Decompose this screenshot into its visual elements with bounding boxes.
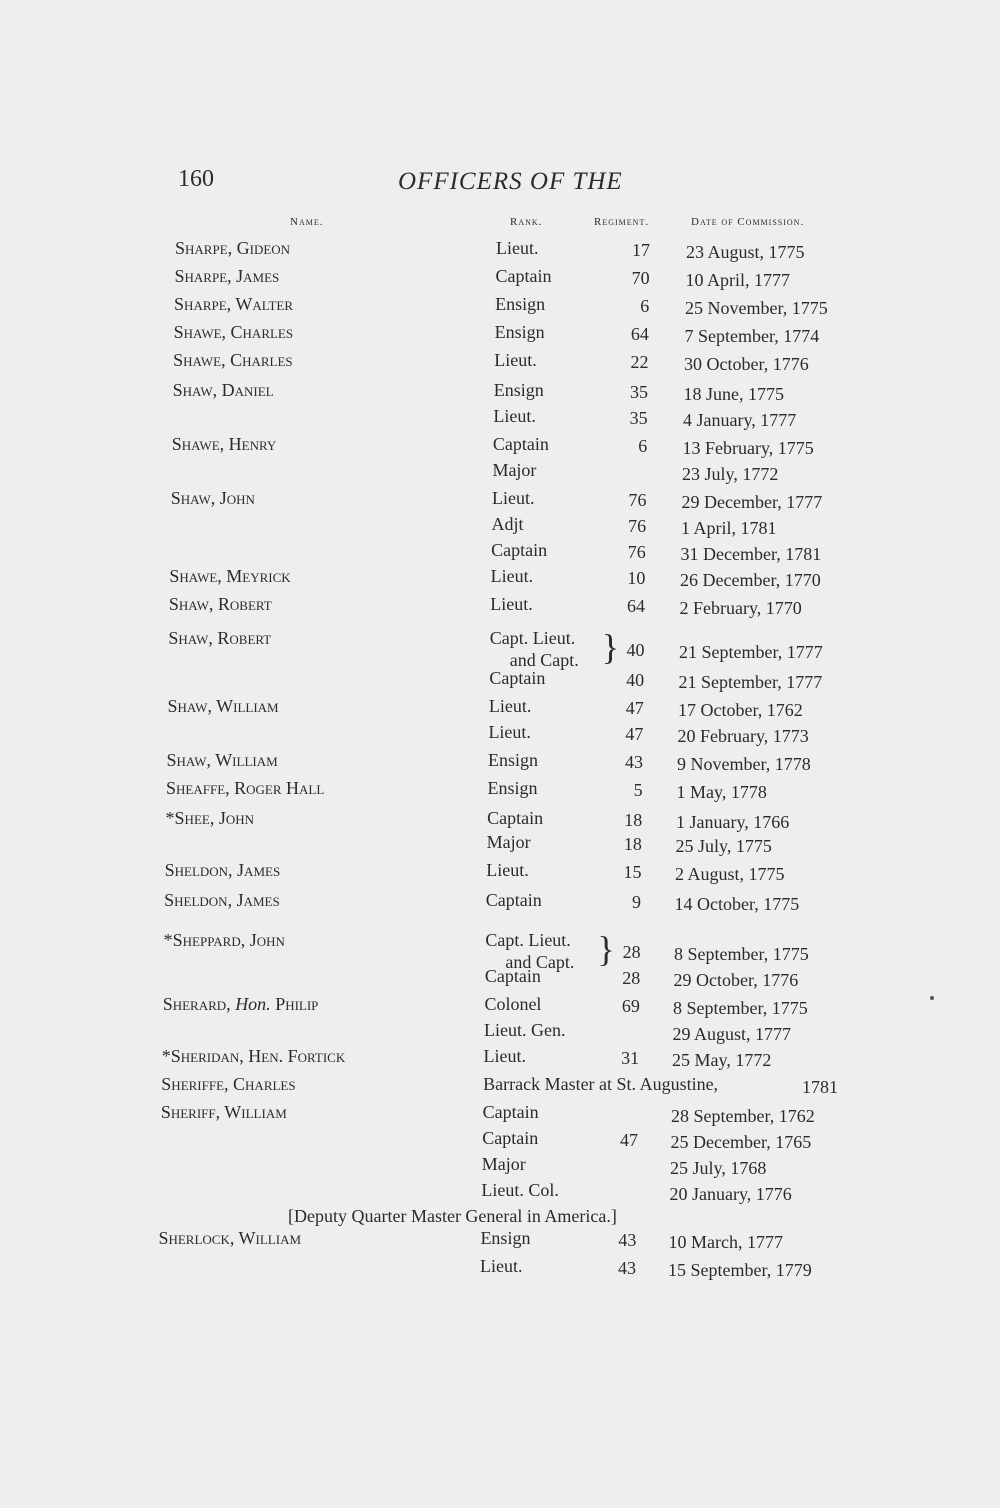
rank: Captain <box>484 966 541 986</box>
rank: Captain <box>491 540 548 560</box>
commission-date: 25 May, 1772 <box>672 1050 772 1070</box>
officer-name <box>158 1228 301 1249</box>
commission-date: 29 December, 1777 <box>681 492 823 512</box>
rank: Lieut. <box>493 406 536 426</box>
rank: Lieut. Gen. <box>484 1020 566 1040</box>
regiment: 40 <box>626 640 645 660</box>
officer-row <box>0 808 1000 834</box>
commission-date: 26 December, 1770 <box>680 570 821 590</box>
rank: Lieut. Col. <box>481 1180 559 1200</box>
rank: Ensign <box>480 1228 531 1248</box>
officer-name <box>161 1102 287 1123</box>
column-header-name: Name. <box>290 216 324 228</box>
officer-row <box>0 1256 1000 1282</box>
commission-date: 1 January, 1766 <box>676 812 790 832</box>
officer-row <box>0 1128 1000 1154</box>
officer-name-text: Shawe, Charles <box>173 350 293 370</box>
appointment-text: Barrack Master at St. Augustine, <box>483 1074 719 1094</box>
rank: Lieut. <box>483 1046 527 1066</box>
regiment: 76 <box>628 490 647 510</box>
regiment: 64 <box>630 324 649 344</box>
commission-date: 25 July, 1775 <box>675 836 772 856</box>
rank: Lieut. <box>494 350 537 370</box>
regiment: 6 <box>638 436 648 456</box>
regiment: 17 <box>632 240 650 260</box>
rank: Capt. Lieut. <box>485 930 571 950</box>
rank: Ensign <box>487 778 538 798</box>
officer-row <box>0 627 1000 670</box>
regiment: 9 <box>632 892 642 912</box>
officer-row <box>0 994 1000 1020</box>
commission-date: 23 July, 1772 <box>682 464 779 484</box>
officer-row <box>0 832 1000 858</box>
commission-date: 25 July, 1768 <box>670 1158 767 1178</box>
commission-date: 20 January, 1776 <box>669 1184 792 1204</box>
rank: Captain <box>492 434 549 454</box>
column-header-date: Date of Commission. <box>691 216 805 228</box>
brace-mark: } <box>601 627 620 667</box>
officer-name-text: Sharpe, Walter <box>174 294 294 314</box>
officer-name-text: Shawe, Meyrick <box>169 566 291 586</box>
officer-name-text: Sherlock, William <box>158 1228 302 1248</box>
officer-name-text: Sheldon, James <box>164 860 281 880</box>
officer-row <box>0 750 1000 776</box>
officer-name-text: Sheldon, James <box>164 890 280 910</box>
officer-name-text: Sharpe, James <box>174 266 280 286</box>
regiment: 40 <box>626 670 645 690</box>
regiment: 47 <box>625 724 644 744</box>
officer-name <box>161 1074 295 1095</box>
officer-row <box>0 929 1000 972</box>
commission-date: 18 June, 1775 <box>683 384 784 404</box>
note-row <box>0 1202 1000 1228</box>
officer-name-rest: Philip <box>270 994 319 1014</box>
commission-date: 2 August, 1775 <box>675 864 785 884</box>
officer-row <box>0 778 1000 804</box>
rank-continued: and Capt. <box>509 650 579 670</box>
rank: Captain <box>482 1128 539 1148</box>
commission-date: 8 September, 1775 <box>674 944 809 964</box>
rank: Lieut. <box>486 860 529 880</box>
regiment: 43 <box>618 1230 637 1250</box>
officer-name-text: Shaw, Daniel <box>172 380 274 400</box>
running-title: OFFICERS OF THE <box>398 168 623 195</box>
rank: Lieut. <box>492 488 535 508</box>
regiment: 43 <box>618 1258 636 1278</box>
commission-date: 29 August, 1777 <box>672 1024 792 1044</box>
rank: Major <box>481 1154 526 1174</box>
officer-name <box>172 434 277 455</box>
rank: Lieut. <box>488 722 531 742</box>
column-header-regiment: Regiment. <box>594 216 650 228</box>
officer-name-text: Shaw, William <box>166 750 278 770</box>
officer-row <box>0 434 1000 460</box>
officer-name <box>175 266 280 287</box>
officer-name-text: Sheriff, William <box>160 1102 287 1122</box>
officer-name-text: Sherard, <box>162 994 236 1014</box>
officer-name-text: *Shee, John <box>165 808 254 828</box>
commission-date: 23 August, 1775 <box>686 242 805 262</box>
commission-date: 9 November, 1778 <box>677 754 811 774</box>
officer-name-text: *Sheppard, John <box>163 930 285 950</box>
commission-date: 1781 <box>802 1077 838 1097</box>
brace-mark: } <box>597 929 615 969</box>
officer-name <box>164 890 280 911</box>
officer-row <box>0 238 1000 264</box>
commission-date: 4 January, 1777 <box>683 410 797 430</box>
note-text: [Deputy Quarter Master General in America.] <box>288 1206 617 1226</box>
officer-name-text: Shawe, Henry <box>171 434 277 454</box>
rank: Captain <box>485 890 542 910</box>
officer-row <box>0 294 1000 320</box>
commission-date: 17 October, 1762 <box>678 700 803 720</box>
officer-name-text: Sharpe, Gideon <box>175 238 291 258</box>
rank: Major <box>486 832 531 852</box>
rank: Lieut. <box>490 566 534 586</box>
officer-name-text: Sheaffe, Roger Hall <box>166 778 325 798</box>
regiment: 28 <box>622 942 641 962</box>
commission-date: 15 September, 1779 <box>668 1260 812 1280</box>
officer-row <box>0 668 1000 694</box>
regiment: 10 <box>627 568 646 588</box>
rank: Ensign <box>493 380 544 400</box>
officer-name-text: Shaw, John <box>170 488 255 508</box>
officer-row <box>0 966 1000 992</box>
commission-date: 25 November, 1775 <box>685 298 828 318</box>
rank: Major <box>492 460 537 480</box>
regiment: 28 <box>622 968 641 988</box>
commission-date: 10 March, 1777 <box>668 1232 783 1252</box>
rank: Lieut. <box>488 696 532 716</box>
regiment: 31 <box>621 1048 640 1068</box>
column-header-rank: Rank. <box>510 216 543 228</box>
commission-date: 29 October, 1776 <box>673 970 799 990</box>
officer-row <box>0 540 1000 566</box>
rank: Captain <box>495 266 552 286</box>
commission-date: 8 September, 1775 <box>673 998 808 1018</box>
officer-row <box>0 860 1000 886</box>
commission-date: 7 September, 1774 <box>684 326 820 346</box>
regiment: 15 <box>623 862 642 882</box>
officer-name <box>171 488 255 509</box>
officer-row <box>0 322 1000 348</box>
regiment: 6 <box>640 296 650 316</box>
officer-name <box>167 750 278 771</box>
officer-name <box>173 380 274 401</box>
officer-name-title: Hon. <box>235 994 271 1014</box>
officer-name <box>175 238 290 259</box>
rank: Adjt <box>491 514 524 534</box>
officer-name <box>166 808 254 829</box>
commission-date: 13 February, 1775 <box>682 438 814 458</box>
officer-name <box>164 930 285 951</box>
regiment: 18 <box>624 810 643 830</box>
officer-row <box>0 514 1000 540</box>
commission-date: 10 April, 1777 <box>685 270 791 290</box>
page-number: 160 <box>178 166 214 192</box>
officer-name-text: Sheriffe, Charles <box>161 1074 296 1094</box>
officer-name <box>173 350 293 371</box>
officer-name <box>174 294 293 315</box>
officer-name-text: Shaw, Robert <box>168 594 272 614</box>
officer-row <box>0 890 1000 916</box>
commission-date: 21 September, 1777 <box>678 672 823 692</box>
rank: Lieut. <box>480 1256 523 1276</box>
regiment: 64 <box>626 596 645 616</box>
officer-name <box>168 628 271 649</box>
rank: Ensign <box>488 750 539 770</box>
regiment: 35 <box>629 408 648 428</box>
officer-name <box>163 994 319 1015</box>
rank: Ensign <box>494 322 545 342</box>
rank-continued: and Capt. <box>505 952 575 972</box>
officer-name <box>162 1046 345 1067</box>
commission-date: 1 May, 1778 <box>676 782 767 802</box>
officer-row <box>0 380 1000 406</box>
officer-row <box>0 722 1000 748</box>
officer-name-text: Shawe, Charles <box>173 322 294 342</box>
officer-row <box>0 1074 1000 1100</box>
regiment: 47 <box>619 1130 638 1150</box>
rank: Captain <box>489 668 546 688</box>
speck-mark <box>930 996 934 1000</box>
officer-name <box>165 860 281 881</box>
rank: Captain <box>482 1102 539 1122</box>
officer-row <box>0 460 1000 486</box>
regiment: 70 <box>631 268 650 288</box>
rank: Captain <box>487 808 544 828</box>
rank: Capt. Lieut. <box>489 628 576 648</box>
regiment: 5 <box>633 780 643 800</box>
officer-name <box>169 566 290 587</box>
officer-row <box>0 1228 1000 1254</box>
officer-name-text: Shaw, Robert <box>168 628 272 648</box>
officer-row <box>0 350 1000 376</box>
officer-name-text: *Sheridan, Hen. Fortick <box>161 1046 346 1066</box>
regiment: 35 <box>630 382 649 402</box>
officer-row <box>0 406 1000 432</box>
officer-row <box>0 594 1000 620</box>
officer-row <box>0 696 1000 722</box>
rank: Lieut. <box>490 594 533 614</box>
regiment: 22 <box>630 352 649 372</box>
officer-row <box>0 1154 1000 1180</box>
rank: Lieut. <box>496 238 539 258</box>
commission-date: 31 December, 1781 <box>680 544 822 564</box>
regiment: 43 <box>625 752 643 772</box>
officer-name-text: Shaw, William <box>167 696 279 716</box>
regiment: 76 <box>627 542 646 562</box>
officer-name <box>167 696 278 717</box>
officer-name <box>166 778 324 799</box>
officer-row <box>0 266 1000 292</box>
commission-date: 20 February, 1773 <box>677 726 809 746</box>
commission-date: 25 December, 1765 <box>670 1132 812 1152</box>
officer-row <box>0 1020 1000 1046</box>
rank: Colonel <box>484 994 542 1014</box>
officer-name <box>169 594 272 615</box>
commission-date: 1 April, 1781 <box>681 518 777 538</box>
officer-name <box>174 322 294 343</box>
officer-row <box>0 1102 1000 1128</box>
commission-date: 30 October, 1776 <box>684 354 809 374</box>
commission-date: 21 September, 1777 <box>679 642 823 662</box>
commission-date: 14 October, 1775 <box>674 894 800 914</box>
commission-date: 2 February, 1770 <box>679 598 802 618</box>
regiment: 76 <box>628 516 647 536</box>
officer-row <box>0 566 1000 592</box>
officer-row <box>0 488 1000 514</box>
commission-date: 28 September, 1762 <box>671 1106 815 1126</box>
regiment: 69 <box>621 996 640 1016</box>
rank: Ensign <box>495 294 546 314</box>
regiment: 47 <box>625 698 644 718</box>
regiment: 18 <box>623 834 642 854</box>
officer-row <box>0 1046 1000 1072</box>
